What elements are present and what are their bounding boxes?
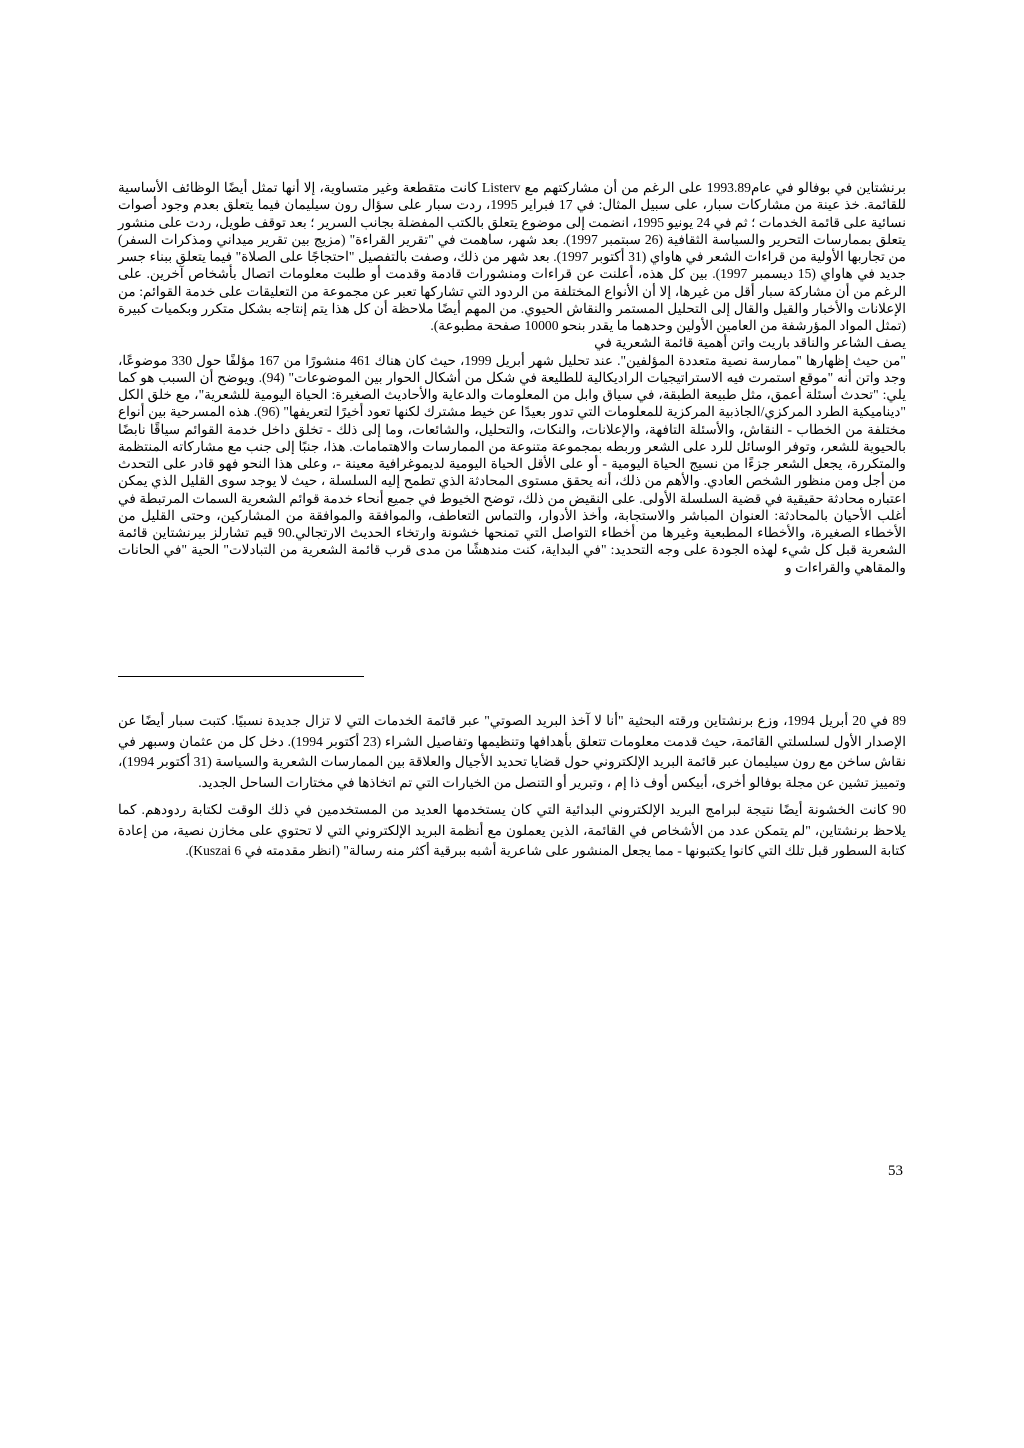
main-text-block — [118, 179, 906, 576]
paragraph-2: يصف الشاعر والناقد باريت واتن أهمية قائمة الشعرية في — [594, 335, 906, 351]
footnote-number: 90 — [892, 802, 906, 817]
paragraph-3: "من حيث إظهارها "ممارسة نصية متعددة المؤلفين". عند تحليل شهر أبريل 1999، حيث كان هناك 461 منشورًا من 167 مؤلفًا حول 330 موضوعًا، وجد واتن أنه "موقع استمرت فيه الاستراتيجيات الراديكالية للطليعة في شكل من أشكال الحوار بين الموضوعات" (94). ويوضح أن السبب هو كما يلي: "تحدث أسئلة أعمق، مثل طبيعة الطبقة، في سياق وابل من المعلومات والدعاية والأحاديث الصغيرة: الحياة اليومية للشعرية"، مع خلق الكل "ديناميكية الطرد المركزي/الجاذبية المركزية للمعلومات التي تدور بعيدًا عن خيط مشترك لكنها تعود أخيرًا لتعريفها" (96). هذه المسرحية بين أنواع مختلفة من الخطاب - النقاش، والأسئلة التافهة، والإعلانات، والنكات، والتحليل، والشائعات، وما إلى ذلك - تخلق داخل خدمة القوائم سياقًا نابضًا بالحيوية للشعر، وتوفر الوسائل للرد على الشعر وربطه بمجموعة متنوعة من الممارسات والاهتمامات. هذا، جنبًا إلى جنب مع مشاركاته المنتظمة والمتكررة، يجعل الشعر جزءًا من نسيج الحياة اليومية - أو على الأقل الحياة اليومية لديموغرافية معينة -، وعلى هذا النحو فهو قادر على التحدث من أجل ومن منظور الشخص العادي. والأهم من ذلك، أنه يحقق مستوى المحادثة الذي تطمح إليه السلسلة ، حيث لا يوجد سوى القليل الذي يمكن اعتباره محادثة حقيقية في قضية السلسلة الأولى. على النقيض من ذلك، توضح الخيوط في جميع أنحاء خدمة قوائم الشعرية السمات المرتبطة في أغلب الأحيان بالمحادثة: العنوان المباشر والاستجابة، وأخذ الأدوار، والتماس التعاطف، والموافقة والموافقة من المشاركين، وحتى القليل من الأخطاء الصغيرة، والأخطاء المطبعية وغيرها من أخطاء التواصل التي تمنحها خشونة وارتخاء الحديث الارتجالي.90 قيم تشارلز بيرنشتاين قائمة الشعرية قبل كل شيء لهذه الجودة على وجه التحديد: "في البداية، كنت مندهشًا من مدى قرب قائمة الشعرية من التبادلات" الحية "في الحانات والمقاهي والقراءات و — [118, 352, 906, 575]
footnote-separator — [118, 676, 364, 677]
footnote-text: كانت الخشونة أيضًا نتيجة لبرامج البريد الإلكتروني البدائية التي كان يستخدمها العديد من المستخدمين في ذلك الوقت لكتابة ردودهم. كما يلاحظ برنشتاين، "لم يتمكن عدد من الأشخاص في القائمة، الذين يعملون مع أنظمة البريد الإلكتروني التي لا تحتوي على مخازن نصية، من إعادة كتابة السطور قبل تلك التي كانوا يكتبونها - مما يجعل المنشور على شاعرية أشبه ببرقية أكثر منه رسالة" (انظر مقدمته في Kuszai 6). — [118, 802, 906, 858]
page-number: 53 — [888, 1163, 903, 1179]
footnote-number: 89 — [892, 713, 906, 728]
paragraph-1: برنشتاين في بوفالو في عام1993.89 على الرغم من أن مشاركتهم مع Listerv كانت متقطعة وغير متساوية، إلا أنها تمثل أيضًا الوظائف الأساسية للقائمة. خذ عينة من مشاركات سبار، على سبيل المثال: في 17 فبراير 1995، ردت سبار على سؤال رون سيليمان فيما يتعلق بعدم وجود أصوات نسائية على قائمة الخدمات ؛ ثم في 24 يونيو 1995، انضمت إلى موضوع يتعلق بالكتب المفضلة بجانب السرير ؛ بعد توقف طويل، ردت على منشور يتعلق بممارسات التحرير والسياسة الثقافية (26 سبتمبر 1997). بعد شهر، ساهمت في "تقرير القراءة" (مزيج بين تقرير ميداني ومذكرات السفر) من تجاربها الأولية من قراءات الشعر في هاواي (31 أكتوبر 1997). بعد شهر من ذلك، وصفت بالتفصيل "احتجاجًا على الصلاة" فيما يتعلق ببناء جسر جديد في هاواي (15 ديسمبر 1997). بين كل هذه، أعلنت عن قراءات ومنشورات قادمة وقدمت أو طلبت معلومات اتصال بأشخاص آخرين. على الرغم من أن مشاركة سبار أقل من غيرها، إلا أن الأنواع المختلفة من الردود التي تشاركها تعبر عن مجموعة من التعليقات على خدمة القوائم: من الإعلانات والأخبار والقيل والقال إلى التحليل المستمر والنقاش الحيوي. من المهم أيضًا ملاحظة أن كل هذا يتم إنتاجه بشكل متكرر وبكميات كبيرة (تمثل المواد المؤرشفة من العامين الأولين وحدهما ما يقدر بنحو 10000 صفحة مطبوعة). — [118, 180, 906, 333]
footnote-text: في 20 أبريل 1994، وزع برنشتاين ورقته البحثية "أنا لا آخذ البريد الصوتي" عبر قائمة الخدمات التي لا تزال جديدة نسبيًا. كتبت سبار أيضًا عن الإصدار الأول لسلسلتي القائمة، حيث قدمت معلومات تتعلق بأهدافها وتنظيمها وتفاصيل الشراء (23 أكتوبر 1994). دخل كل من عثمان وسبهر في نقاش ساخن مع رون سيليمان عبر قائمة البريد الإلكتروني حول قضايا تحديد الأجيال والعلاقة بين الممارسات الشعرية والسياسة (31 أكتوبر 1994)، وتمييز تشين عن مجلة بوفالو أخرى، أبيكس أوف ذا إم ، وتبرير أو التنصل من الخيارات التي تم اتخاذها في مختارات الساحل الجديد. — [118, 713, 906, 790]
footnotes-block — [118, 711, 906, 869]
footnote-89 — [118, 711, 906, 793]
footnote-90 — [118, 800, 906, 862]
